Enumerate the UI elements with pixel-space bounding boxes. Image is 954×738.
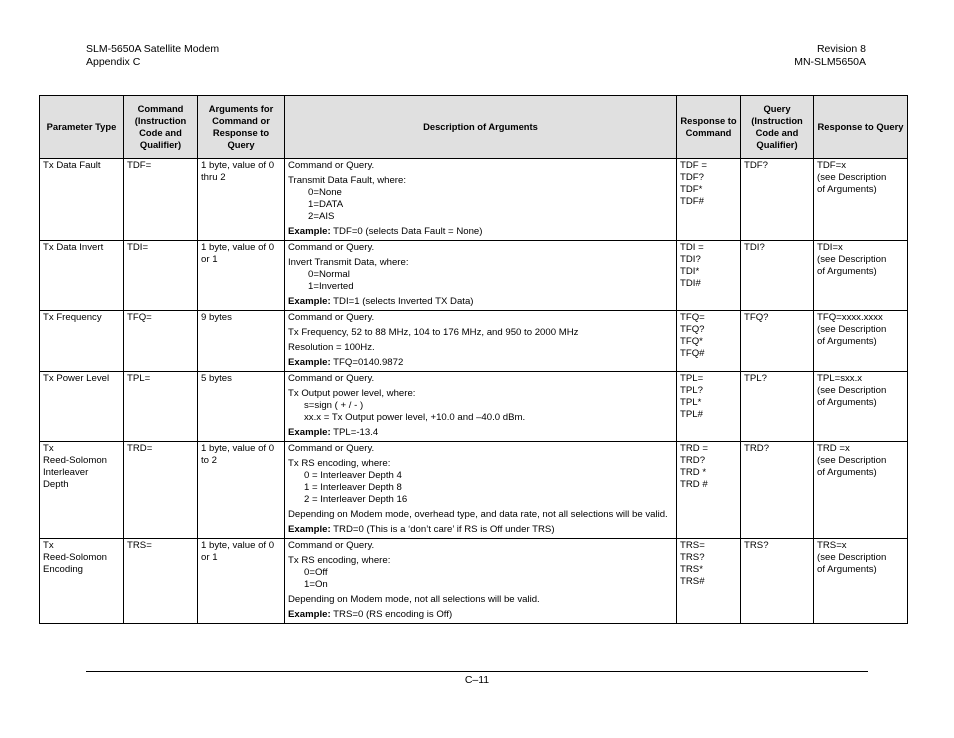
response-line: TRS= [680, 540, 705, 551]
response-line: TDF# [680, 196, 704, 207]
response-line: TPL* [680, 397, 702, 408]
description-item: 0=Off [304, 567, 328, 578]
query-cell: TDF? [741, 159, 814, 241]
column-header-query: Query (Instruction Code and Qualifier) [741, 96, 814, 159]
response-line: TRS* [680, 564, 703, 575]
response-line: TFQ* [680, 336, 703, 347]
response-line: (see Description [817, 324, 887, 335]
example-text: TFQ=0140.9872 [330, 357, 404, 368]
example-label: Example: [288, 357, 331, 368]
description-note: Resolution = 100Hz. [288, 342, 375, 353]
column-header-arguments: Arguments for Command or Response to Query [198, 96, 285, 159]
description-item: 1=DATA [308, 199, 344, 210]
response-line: TDF* [680, 184, 703, 195]
response-to-command-cell [677, 442, 741, 539]
response-line: TDF=x [817, 160, 847, 171]
command-cell: TRS= [124, 539, 198, 624]
response-line: of Arguments) [817, 467, 877, 478]
command-cell: TDI= [124, 241, 198, 311]
response-line: TPL# [680, 409, 703, 420]
parameter-type-line: Reed-Solomon [43, 552, 107, 563]
response-line: TDI# [680, 278, 701, 289]
response-line: TRD * [680, 467, 707, 478]
example-label: Example: [288, 609, 331, 620]
column-header-description: Description of Arguments [285, 96, 677, 159]
response-line: TDI = [680, 242, 704, 253]
response-line: of Arguments) [817, 266, 877, 277]
query-cell: TRD? [741, 442, 814, 539]
command-cell: TRD= [124, 442, 198, 539]
table-row [40, 159, 908, 241]
document-header-left [86, 43, 219, 69]
column-header-response-to-query: Response to Query [814, 96, 908, 159]
response-line: TRD = [680, 443, 708, 454]
description-first-line: Command or Query. [288, 540, 375, 551]
response-to-query-cell [814, 372, 908, 442]
response-line: (see Description [817, 552, 887, 563]
description-example [288, 296, 673, 308]
command-table [39, 95, 908, 624]
description-cell [285, 372, 677, 442]
description-first-line: Command or Query. [288, 373, 375, 384]
parameter-type-line: Encoding [43, 564, 84, 575]
arguments-cell: 1 byte, value of 0 or 1 [198, 539, 285, 624]
description-note: Depending on Modem mode, overhead type, and data rate, not all selections will be valid. [288, 509, 668, 520]
table-header-row [40, 96, 908, 159]
parameter-type-line: Depth [43, 479, 69, 490]
response-line: TDI* [680, 266, 700, 277]
parameter-type-cell [40, 442, 124, 539]
parameter-type-line: Tx [43, 443, 54, 454]
column-header-command: Command (Instruction Code and Qualifier) [124, 96, 198, 159]
description-item: xx.x = Tx Output power level, +10.0 and –40.0 dBm. [304, 412, 526, 423]
description-item: 1=Inverted [308, 281, 354, 292]
description-item: 0=None [308, 187, 342, 198]
query-cell: TRS? [741, 539, 814, 624]
response-line: of Arguments) [817, 336, 877, 347]
example-text: TRS=0 (RS encoding is Off) [330, 609, 453, 620]
description-cell [285, 159, 677, 241]
example-text: TDF=0 (selects Data Fault = None) [330, 226, 483, 237]
response-to-command-cell [677, 159, 741, 241]
response-line: TRS# [680, 576, 705, 587]
table-row [40, 539, 908, 624]
response-to-command-cell [677, 372, 741, 442]
response-line: TDF? [680, 172, 704, 183]
response-line: TFQ? [680, 324, 705, 335]
parameter-type-line: Tx [43, 540, 54, 551]
response-to-query-cell [814, 539, 908, 624]
response-line: of Arguments) [817, 184, 877, 195]
response-to-query-cell [814, 241, 908, 311]
description-item: s=sign ( + / - ) [304, 400, 364, 411]
document-title: SLM-5650A Satellite Modem [86, 43, 220, 55]
page-number: C–11 [464, 674, 490, 686]
description-item: 0 = Interleaver Depth 4 [304, 470, 402, 481]
response-line: (see Description [817, 385, 887, 396]
parameter-type-cell: Tx Power Level [40, 372, 124, 442]
document-header-right [794, 43, 866, 69]
description-example [288, 427, 673, 439]
response-line: TDI=x [817, 242, 843, 253]
description-first-line: Command or Query. [288, 312, 375, 323]
arguments-cell: 1 byte, value of 0 or 1 [198, 241, 285, 311]
description-example [288, 524, 673, 536]
description-item: 2 = Interleaver Depth 16 [304, 494, 408, 505]
column-header-parameter-type: Parameter Type [40, 96, 124, 159]
response-to-command-cell [677, 311, 741, 372]
footer-rule [86, 671, 868, 672]
manual-number: MN-SLM5650A [794, 56, 866, 68]
description-item: 0=Normal [308, 269, 350, 280]
description-first-line: Command or Query. [288, 242, 375, 253]
response-line: TRD =x [817, 443, 850, 454]
response-line: TFQ# [680, 348, 705, 359]
query-cell: TDI? [741, 241, 814, 311]
response-line: TRD # [680, 479, 708, 490]
description-cell [285, 311, 677, 372]
table-row [40, 442, 908, 539]
table-row [40, 311, 908, 372]
example-text: TPL=-13.4 [330, 427, 379, 438]
description-cell [285, 539, 677, 624]
query-cell: TPL? [741, 372, 814, 442]
query-cell: TFQ? [741, 311, 814, 372]
example-label: Example: [288, 524, 331, 535]
parameter-type-cell: Tx Frequency [40, 311, 124, 372]
response-line: TPL=sxx.x [817, 373, 863, 384]
response-line: (see Description [817, 254, 887, 265]
description-intro: Tx Frequency, 52 to 88 MHz, 104 to 176 MHz, and 950 to 2000 MHz [288, 327, 579, 338]
arguments-cell: 1 byte, value of 0 to 2 [198, 442, 285, 539]
response-line: TDI? [680, 254, 701, 265]
table-row [40, 241, 908, 311]
example-label: Example: [288, 427, 331, 438]
command-cell: TFQ= [124, 311, 198, 372]
description-cell [285, 442, 677, 539]
response-line: TPL? [680, 385, 703, 396]
description-item: 1=On [304, 579, 328, 590]
description-intro: Tx RS encoding, where: [288, 555, 391, 566]
description-first-line: Command or Query. [288, 160, 375, 171]
description-first-line: Command or Query. [288, 443, 375, 454]
response-line: of Arguments) [817, 564, 877, 575]
response-line: TPL= [680, 373, 704, 384]
example-text: TRD=0 (This is a ‘don’t care’ if RS is Off under TRS) [330, 524, 555, 535]
response-line: TFQ= [680, 312, 705, 323]
description-note: Depending on Modem mode, not all selections will be valid. [288, 594, 540, 605]
response-line: TDF = [680, 160, 707, 171]
description-example [288, 357, 673, 369]
column-header-response-to-command: Response to Command [677, 96, 741, 159]
appendix-label: Appendix C [86, 56, 141, 68]
parameter-type-cell: Tx Data Fault [40, 159, 124, 241]
response-line: TRS? [680, 552, 705, 563]
response-to-query-cell [814, 311, 908, 372]
table-row [40, 372, 908, 442]
parameter-type-cell: Tx Data Invert [40, 241, 124, 311]
response-line: (see Description [817, 455, 887, 466]
response-line: (see Description [817, 172, 887, 183]
description-intro: Tx Output power level, where: [288, 388, 416, 399]
arguments-cell: 5 bytes [198, 372, 285, 442]
parameter-type-line: Reed-Solomon [43, 455, 107, 466]
description-item: 1 = Interleaver Depth 8 [304, 482, 402, 493]
command-cell: TPL= [124, 372, 198, 442]
response-line: of Arguments) [817, 397, 877, 408]
description-example [288, 226, 673, 238]
response-to-query-cell [814, 159, 908, 241]
example-label: Example: [288, 296, 331, 307]
description-intro: Transmit Data Fault, where: [288, 175, 407, 186]
parameter-type-line: Interleaver [43, 467, 89, 478]
response-line: TRD? [680, 455, 706, 466]
response-line: TFQ=xxxx.xxxx [817, 312, 883, 323]
description-example [288, 609, 673, 621]
description-item: 2=AIS [308, 211, 335, 222]
description-intro: Tx RS encoding, where: [288, 458, 391, 469]
description-cell [285, 241, 677, 311]
command-cell: TDF= [124, 159, 198, 241]
revision-label: Revision 8 [816, 43, 866, 55]
example-text: TDI=1 (selects Inverted TX Data) [330, 296, 474, 307]
arguments-cell: 1 byte, value of 0 thru 2 [198, 159, 285, 241]
response-to-command-cell [677, 539, 741, 624]
response-to-query-cell [814, 442, 908, 539]
description-intro: Invert Transmit Data, where: [288, 257, 409, 268]
parameter-type-cell [40, 539, 124, 624]
example-label: Example: [288, 226, 331, 237]
response-to-command-cell [677, 241, 741, 311]
response-line: TRS=x [817, 540, 847, 551]
arguments-cell: 9 bytes [198, 311, 285, 372]
